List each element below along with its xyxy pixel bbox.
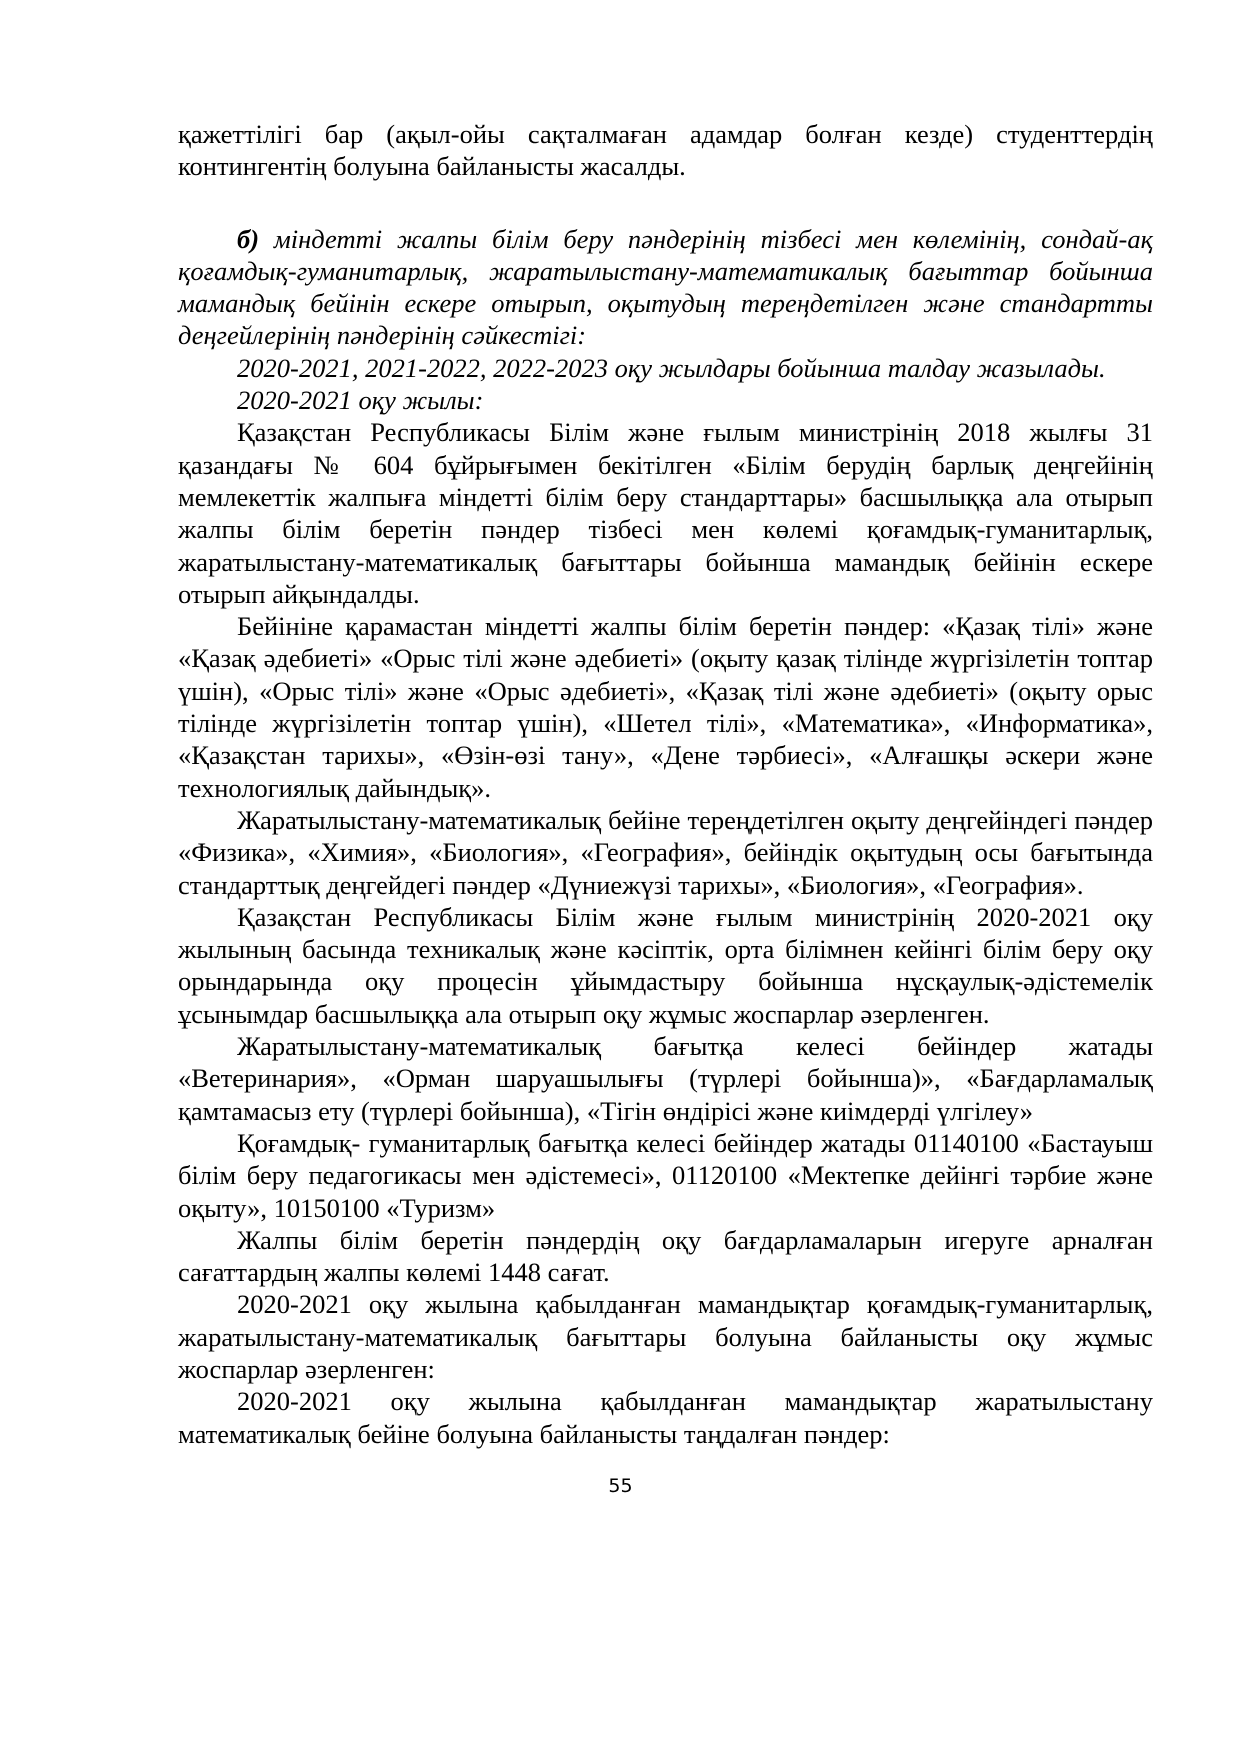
section-b-text: міндетті жалпы білім беру пәндерінің тізбесі мен көлемінің, сондай-ақ қоғамдық-гуманитарлық, жаратылыстану-математикалық бағыттар бойынша мамандық бейінін ескере отырып, оқытудың тереңдетілген және стандартты деңгейлерінің пәндерінің сәйкестігі: xyxy=(178,223,1153,351)
section-marker: б) xyxy=(237,223,260,254)
paragraph-total-hours: Жалпы білім беретін пәндердің оқу бағдарламаларын игеруге арналған сағаттардың жалпы көлемі 1448 сағат. xyxy=(178,1224,1153,1288)
paragraph-science-profiles: Жаратылыстану-математикалық бағытқа келесі бейіндер жатады «Ветеринария», «Орман шаруашылығы (түрлері бойынша)», «Бағдарламалық қамтамасыз ету (түрлері бойынша), «Тігін өндірісі және киімдерді үлгілеу» xyxy=(178,1031,1153,1126)
paragraph-humanities-profiles: Қоғамдық- гуманитарлық бағытқа келесі бейіндер жатады 01140100 «Бастауыш білім беру педагогикасы мен әдістемесі», 01120100 «Мектепке дейінгі тәрбие және оқыту», 10150100 «Туризм» xyxy=(178,1127,1153,1223)
paragraph-work-plans: 2020-2021 оқу жылына қабылданған мамандықтар қоғамдық-гуманитарлық, жаратылыстану-математикалық бағыттары болуына байланысты оқу жұмыс жоспарлар әзерленген: xyxy=(178,1289,1153,1384)
page-number: 55 xyxy=(608,1475,633,1497)
paragraph-mandatory-subjects: Бейініне қарамастан міндетті жалпы білім беретін пәндер: «Қазақ тілі» және «Қазақ әдебиеті» «Орыс тілі және әдебиеті» (оқыту қазақ тілінде жүргізілетін топтар үшін), «Орыс тілі» және «Орыс әдебиеті», «Қазақ тілі және әдебиеті» (оқыту орыс тілінде жүргізілетін топтар үшін), «Шетел тілі», «Математика», «Информатика», «Қазақстан тарихы», «Өзін-өзі тану», «Дене тәрбиесі», «Алғашқы әскери және технологиялық дайындық». xyxy=(178,611,1153,803)
paragraph-contingent: қажеттілігі бар (ақыл-ойы сақталмаған адамдар болған кезде) студенттердің контингентің болуына байланысты жасалды. xyxy=(178,119,1153,182)
document-body xyxy=(178,118,1153,1450)
paragraph-standards: Қазақстан Республикасы Білім және ғылым министрінің 2018 жылғы 31 қазандағы № 604 бұйрығымен бекітілген «Білім берудің барлық деңгейінің мемлекеттік жалпыға міндетті білім беру стандарттары» басшылыққа ала отырып жалпы білім беретін пәндер тізбесі мен көлемі қоғамдық-гуманитарлық, жаратылыстану-математикалық бағыттары бойынша мамандық бейінін ескере отырып айқындалды. xyxy=(178,417,1153,609)
paragraph-year-heading: 2020-2021 оқу жылы: xyxy=(237,385,484,416)
paragraph-analysis-years: 2020-2021, 2021-2022, 2022-2023 оқу жылдары бойынша талдау жазылады. xyxy=(237,352,1106,383)
paragraph-selected-subjects: 2020-2021 оқу жылына қабылданған мамандықтар жаратылыстану математикалық бейіне болуына байланысты таңдалған пәндер: xyxy=(178,1386,1153,1449)
paragraph-ministry-guidelines: Қазақстан Республикасы Білім және ғылым министрінің 2020-2021 оқу жылының басында техникалық және кәсіптік, орта білімнен кейінгі білім беру оқу орындарында оқу процесін ұйымдастыру бойынша нұсқаулық-әдістемелік ұсынымдар басшылыққа ала отырып оқу жұмыс жоспарлар әзерленген. xyxy=(178,901,1153,1029)
paragraph-section-b xyxy=(178,223,1153,352)
paragraph-gap xyxy=(178,183,1153,223)
paragraph-science-subjects: Жаратылыстану-математикалық бейіне тереңдетілген оқыту деңгейіндегі пәндер «Физика», «Химия», «Биология», «География», бейіндік оқытудың осы бағытында стандарттық деңгейдегі пәндер «Дүниежүзі тарихы», «Биология», «География». xyxy=(178,804,1153,900)
